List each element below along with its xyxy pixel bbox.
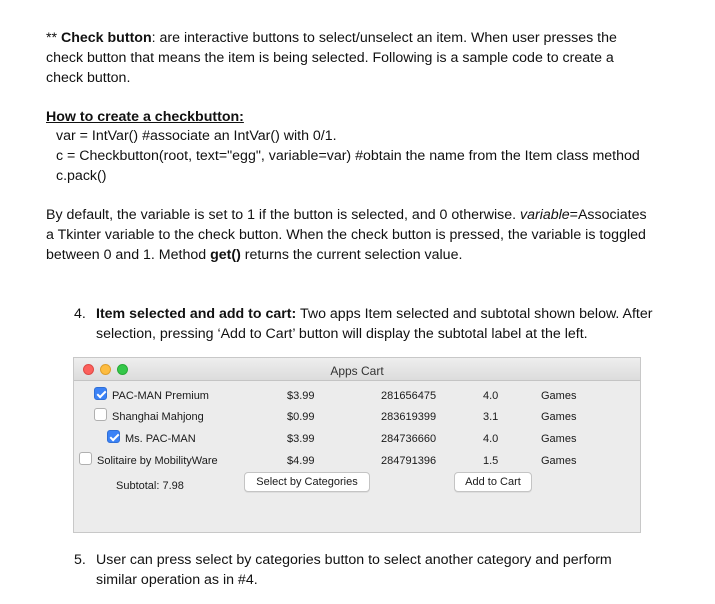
definition-text: : are interactive buttons to select/unselect an item. When user presses the	[151, 30, 617, 46]
item-checkbox[interactable]	[94, 387, 107, 400]
item-category: Games	[541, 411, 577, 423]
item-5-line-2: similar operation as in #4.	[96, 572, 258, 588]
item-price: $3.99	[287, 390, 315, 402]
item-id: 284736660	[381, 433, 437, 445]
item-4-line-2: selection, pressing ‘Add to Cart’ button will display the subtotal label at the left.	[96, 326, 588, 342]
item-price: $4.99	[287, 455, 315, 467]
item-name: Ms. PAC-MAN	[125, 433, 196, 445]
variable-term: variable	[519, 207, 570, 223]
checkbutton-line-1	[46, 29, 617, 48]
checkbutton-line-2: check button that means the item is being selected. Following is a sample code to create a	[46, 50, 614, 66]
item-5-line-1: User can press select by categories button to select another category and perform	[96, 552, 612, 568]
item-checkbox[interactable]	[107, 430, 120, 443]
get-method: get()	[210, 247, 241, 263]
item-id: 283619399	[381, 411, 437, 423]
default-text-b: =Associates	[569, 207, 647, 223]
apps-cart-window	[73, 357, 641, 533]
item-4-line-1	[96, 305, 652, 324]
default-text-c: between 0 and 1. Method	[46, 247, 211, 263]
item-name: Solitaire by MobilityWare	[97, 455, 218, 467]
item-4-number: 4.	[74, 306, 86, 322]
item-price: $0.99	[287, 411, 315, 423]
item-category: Games	[541, 433, 577, 445]
prefix-text: **	[46, 30, 61, 46]
item-rating: 4.0	[483, 433, 499, 445]
window-titlebar	[74, 358, 640, 381]
default-line-1	[46, 206, 647, 225]
item-checkbox[interactable]	[79, 452, 92, 465]
add-to-cart-button[interactable]: Add to Cart	[454, 472, 532, 492]
item-id: 284791396	[381, 455, 437, 467]
item-rating: 1.5	[483, 455, 499, 467]
checkbutton-line-3: check button.	[46, 70, 131, 86]
item-name: Shanghai Mahjong	[112, 411, 204, 423]
how-to-heading: How to create a checkbutton:	[46, 109, 244, 125]
item-5-number: 5.	[74, 552, 86, 568]
default-line-3	[46, 246, 462, 265]
default-text-d: returns the current selection value.	[240, 247, 463, 263]
item-rating: 3.1	[483, 411, 499, 423]
item-price: $3.99	[287, 433, 315, 445]
item-id: 281656475	[381, 390, 437, 402]
item-rating: 4.0	[483, 390, 499, 402]
item-checkbox[interactable]	[94, 408, 107, 421]
code-line-2: c = Checkbutton(root, text="egg", variable=var) #obtain the name from the Item class method	[56, 148, 640, 164]
select-by-categories-button[interactable]: Select by Categories	[244, 472, 370, 492]
item-4-text: Two apps Item selected and subtotal shown below. After	[296, 306, 653, 322]
code-line-3: c.pack()	[56, 168, 107, 184]
item-4-heading: Item selected and add to cart:	[96, 306, 297, 322]
item-category: Games	[541, 390, 577, 402]
default-line-2: a Tkinter variable to the check button. When the check button is pressed, the variable is toggled	[46, 227, 646, 243]
check-button-term: Check button	[60, 30, 152, 46]
item-category: Games	[541, 455, 577, 467]
window-title: Apps Cart	[330, 364, 384, 378]
default-text-a: By default, the variable is set to 1 if the button is selected, and 0 otherwise.	[46, 207, 520, 223]
item-name: PAC-MAN Premium	[112, 390, 209, 402]
subtotal-label: Subtotal: 7.98	[116, 480, 184, 492]
code-line-1: var = IntVar() #associate an IntVar() with 0/1.	[56, 128, 337, 144]
